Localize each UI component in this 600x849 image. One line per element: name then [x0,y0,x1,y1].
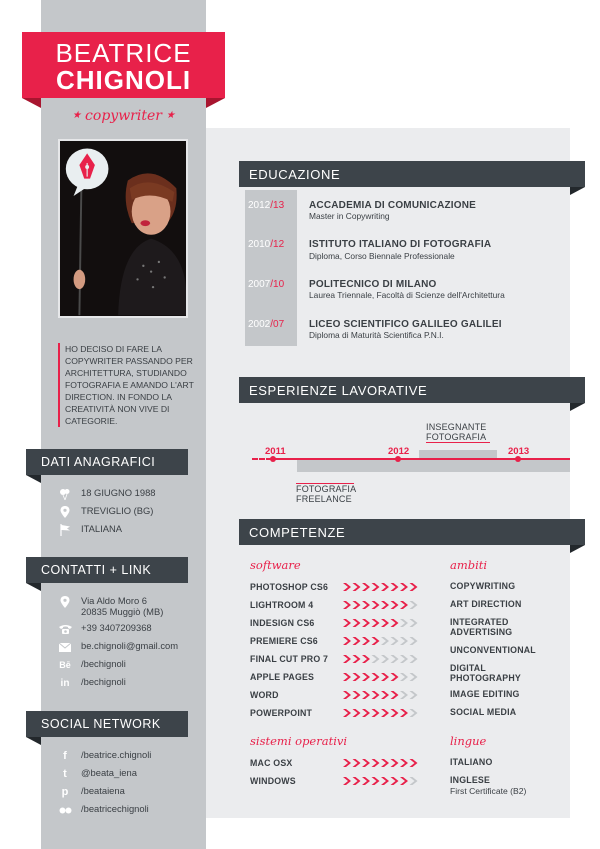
chevron-bar [343,690,421,700]
chevron-filled [372,691,380,699]
chevron-empty [410,637,418,645]
chevron-empty [391,637,399,645]
chevron-filled [343,759,351,767]
pinterest-icon: p [61,786,69,798]
section-header-social: SOCIAL NETWORK [26,711,188,737]
header-fold [570,403,585,411]
facebook-icon: f [63,750,67,762]
skill-name: FINAL CUT PRO 7 [250,654,329,664]
education-year: 2007/10 [248,279,285,290]
chevron-bar [343,618,421,628]
birthdate-row [58,488,203,500]
chevron-filled [362,673,370,681]
timeline-year: 2013 [508,446,530,457]
ambito-item: SOCIAL MEDIA [450,707,517,717]
location-pin-icon [58,506,72,518]
first-name: BEATRICE [55,38,192,68]
chevron-bar [343,636,421,646]
chevron-filled [343,691,351,699]
chevron-empty [400,637,408,645]
balloon-icon [58,488,72,500]
language-item: INGLESE [450,775,491,785]
category-os: sistemi operativi [250,734,348,748]
chevron-empty [400,655,408,663]
chevron-empty [400,691,408,699]
chevron-filled [343,777,351,785]
language-item: ITALIANO [450,757,493,767]
chevron-filled [353,691,361,699]
chevron-filled [381,601,389,609]
ambito-item: DIGITAL PHOTOGRAPHY [450,663,521,683]
skill-level-chevrons [343,690,421,700]
chevron-filled [372,583,380,591]
chevron-filled [353,709,361,717]
category-software: software [250,558,301,572]
twitter-text: @beata_iena [81,767,137,778]
chevron-bar [343,708,421,718]
chevron-filled [353,655,361,663]
twitter-row[interactable] [58,768,203,780]
chevron-bar [343,672,421,682]
chevron-filled [353,777,361,785]
portrait-illustration [60,141,186,316]
chevron-filled [343,637,351,645]
nationality-text: ITALIANA [81,523,122,534]
ambito-item: ART DIRECTION [450,599,522,609]
chevron-filled [353,637,361,645]
chevron-filled [391,619,399,627]
skill-name: WORD [250,690,279,700]
skill-level-chevrons [343,600,421,610]
chevron-filled [400,709,408,717]
skill-name: PHOTOSHOP CS6 [250,582,329,592]
chevron-empty [381,655,389,663]
category-lingue: lingue [450,734,487,748]
phone-text: +39 3407209368 [81,622,152,633]
chevron-bar [343,776,421,786]
section-header-contatti: CONTATTI + LINK [26,557,188,583]
chevron-bar [343,758,421,768]
chevron-filled [372,637,380,645]
chevron-empty [410,709,418,717]
chevron-filled [353,583,361,591]
facebook-row[interactable] [58,750,203,762]
chevron-filled [372,759,380,767]
chevron-empty [372,655,380,663]
education-year: 2012/13 [248,200,285,211]
chevron-filled [381,777,389,785]
skill-name: INDESIGN CS6 [250,618,315,628]
chevron-filled [410,583,418,591]
chevron-filled [362,619,370,627]
skill-level-chevrons [343,672,421,682]
flickr-icon [58,804,72,816]
chevron-filled [372,709,380,717]
chevron-filled [381,691,389,699]
profile-photo [58,139,188,318]
header-fold [26,583,41,591]
header-fold [26,737,41,745]
banner-fold-right [206,98,225,108]
chevron-bar [343,600,421,610]
ambito-item: COPYWRITING [450,581,516,591]
header-fold [570,545,585,553]
timeline-dashed-start [252,458,272,460]
chevron-empty [410,673,418,681]
chevron-filled [362,759,370,767]
ambito-item: INTEGRATED ADVERTISING [450,617,513,637]
chevron-empty [410,619,418,627]
chevron-filled [391,777,399,785]
skill-name: MAC OSX [250,758,293,768]
chevron-filled [410,759,418,767]
skill-name: APPLE PAGES [250,672,315,682]
education-subtitle: Diploma, Corso Biennale Professionale [309,251,455,261]
address-row [58,596,203,617]
skill-level-chevrons [343,582,421,592]
birthplace-row [58,506,203,518]
chevron-bar [343,582,421,592]
chevron-filled [381,619,389,627]
star-icon: ★ [72,110,82,121]
chevron-empty [400,619,408,627]
skill-name: POWERPOINT [250,708,313,718]
timeline-line [273,458,570,460]
education-title: LICEO SCIENTIFICO GALILEO GALILEI [309,319,502,330]
chevron-filled [362,709,370,717]
chevron-filled [381,673,389,681]
banner-fold-left [22,98,41,108]
twitter-icon: t [63,768,67,780]
education-subtitle: Laurea Triennale, Facoltà di Scienze dell'Architettura [309,290,505,300]
phone-icon [58,623,72,635]
skill-level-chevrons [343,654,421,664]
linkedin-icon: in [60,677,70,689]
chevron-filled [353,673,361,681]
nationality-row [58,524,203,536]
chevron-empty [410,691,418,699]
chevron-bar [343,654,421,664]
role-title [41,108,206,124]
chevron-filled [362,691,370,699]
chevron-filled [391,673,399,681]
flag-icon [58,524,72,536]
section-header-anagrafici: DATI ANAGRAFICI [26,449,188,475]
linkedin-row[interactable] [58,677,203,689]
email-icon [58,641,72,653]
flickr-row[interactable] [58,804,203,816]
chevron-filled [343,619,351,627]
chevron-empty [410,777,418,785]
chevron-filled [391,583,399,591]
chevron-filled [372,673,380,681]
pinterest-row[interactable] [58,786,203,798]
education-subtitle: Diploma di Maturità Scientifica P.N.I. [309,330,444,340]
pinterest-text: /beataiena [81,785,125,796]
chevron-filled [372,619,380,627]
chevron-filled [372,777,380,785]
chevron-filled [343,673,351,681]
section-header-educazione: EDUCAZIONE [239,161,585,187]
chevron-filled [400,583,408,591]
skill-level-chevrons [343,708,421,718]
phone-row[interactable] [58,623,203,635]
chevron-filled [400,601,408,609]
chevron-filled [362,777,370,785]
chevron-filled [353,601,361,609]
chevron-empty [381,637,389,645]
education-title: ACCADEMIA DI COMUNICAZIONE [309,200,477,211]
skill-level-chevrons [343,776,421,786]
chevron-empty [391,655,399,663]
skill-level-chevrons [343,636,421,646]
role-text: copywriter [85,108,162,124]
birthdate-text: 18 GIUGNO 1988 [81,487,156,498]
chevron-filled [381,709,389,717]
chevron-filled [372,601,380,609]
section-header-esperienze: ESPERIENZE LAVORATIVE [239,377,585,403]
chevron-empty [400,673,408,681]
chevron-filled [353,759,361,767]
chevron-empty [410,655,418,663]
chevron-filled [343,655,351,663]
chevron-filled [353,619,361,627]
behance-icon: Bē [59,660,71,670]
email-text: be.chignoli@gmail.com [81,640,179,651]
location-pin-icon [58,596,72,608]
star-icon: ★ [165,110,175,121]
bio-text: HO DECISO DI FARE LA COPYWRITER PASSANDO PER ARCHITETTURA, STUDIANDO FOTOGRAFIA E AMANDO L'ART DIRECTION. IN FONDO LA CREATIVITÀ NON VIVE DI CATEGORIE. [58,343,198,427]
behance-text: /bechignoli [81,658,126,669]
section-header-competenze: COMPETENZE [239,519,585,545]
chevron-filled [391,759,399,767]
timeline-year: 2011 [265,446,286,457]
timeline-label-underline [426,442,490,443]
education-year: 2010/12 [248,239,285,250]
timeline-label-below: FOTOGRAFIA FREELANCE [296,484,357,504]
education-subtitle: Master in Copywriting [309,211,390,221]
category-ambiti: ambiti [450,558,488,572]
chevron-filled [381,583,389,591]
chevron-empty [410,601,418,609]
skill-level-chevrons [343,758,421,768]
chevron-filled [362,655,370,663]
name-banner [22,32,225,98]
chevron-filled [391,601,399,609]
behance-row[interactable] [58,659,203,671]
skill-name: WINDOWS [250,776,296,786]
chevron-filled [381,759,389,767]
chevron-filled [343,583,351,591]
chevron-filled [362,601,370,609]
header-fold [570,187,585,195]
chevron-filled [391,691,399,699]
skill-name: PREMIERE CS6 [250,636,318,646]
skill-name: LIGHTROOM 4 [250,600,314,610]
chevron-filled [362,637,370,645]
email-row[interactable] [58,641,203,653]
ambito-item: IMAGE EDITING [450,689,520,699]
education-title: POLITECNICO DI MILANO [309,279,437,290]
timeline-label-above: INSEGNANTE FOTOGRAFIA [426,422,487,442]
education-title: ISTITUTO ITALIANO DI FOTOGRAFIA [309,239,492,250]
linkedin-text: /bechignoli [81,676,126,687]
chevron-filled [343,601,351,609]
flickr-text: /beatricechignoli [81,803,149,814]
header-fold [26,475,41,483]
chevron-filled [362,583,370,591]
timeline-year: 2012 [388,446,410,457]
chevron-filled [343,709,351,717]
chevron-filled [400,777,408,785]
language-certificate: First Certificate (B2) [450,786,527,796]
timeline-range-freelance [297,460,570,472]
chevron-filled [391,709,399,717]
address-text: Via Aldo Moro 6 20835 Muggiò (MB) [81,595,164,617]
education-year: 2002/07 [248,319,285,330]
last-name: CHIGNOLI [55,65,192,95]
facebook-text: /beatrice.chignoli [81,749,152,760]
skill-level-chevrons [343,618,421,628]
birthplace-text: TREVIGLIO (BG) [81,505,154,516]
ambito-item: UNCONVENTIONAL [450,645,536,655]
chevron-filled [400,759,408,767]
